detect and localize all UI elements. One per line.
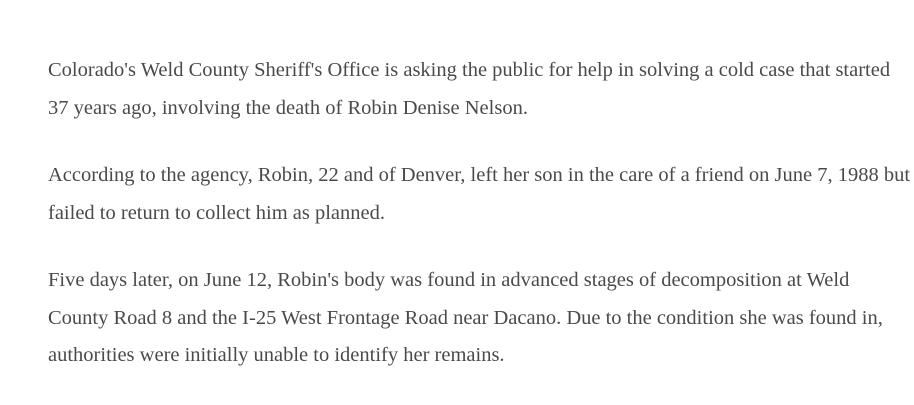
article-paragraph-1: Colorado's Weld County Sheriff's Office is asking the public for help in solving a cold case that started 37 years ago, involving the death of Robin Denise Nelson. xyxy=(48,59,891,119)
article-paragraph-3: Five days later, on June 12, Robin's body was found in advanced stages of decomposition at Weld County Road 8 and the I-25 West Frontage Road near Dacano. Due to the condition she was found in, authorities were initially unable to identify her remains. xyxy=(48,269,883,366)
article-paragraph-2: According to the agency, Robin, 22 and of Denver, left her son in the care of a friend on June 7, 1988 but failed to return to collect him as planned. xyxy=(48,164,911,224)
article-body xyxy=(48,52,914,405)
